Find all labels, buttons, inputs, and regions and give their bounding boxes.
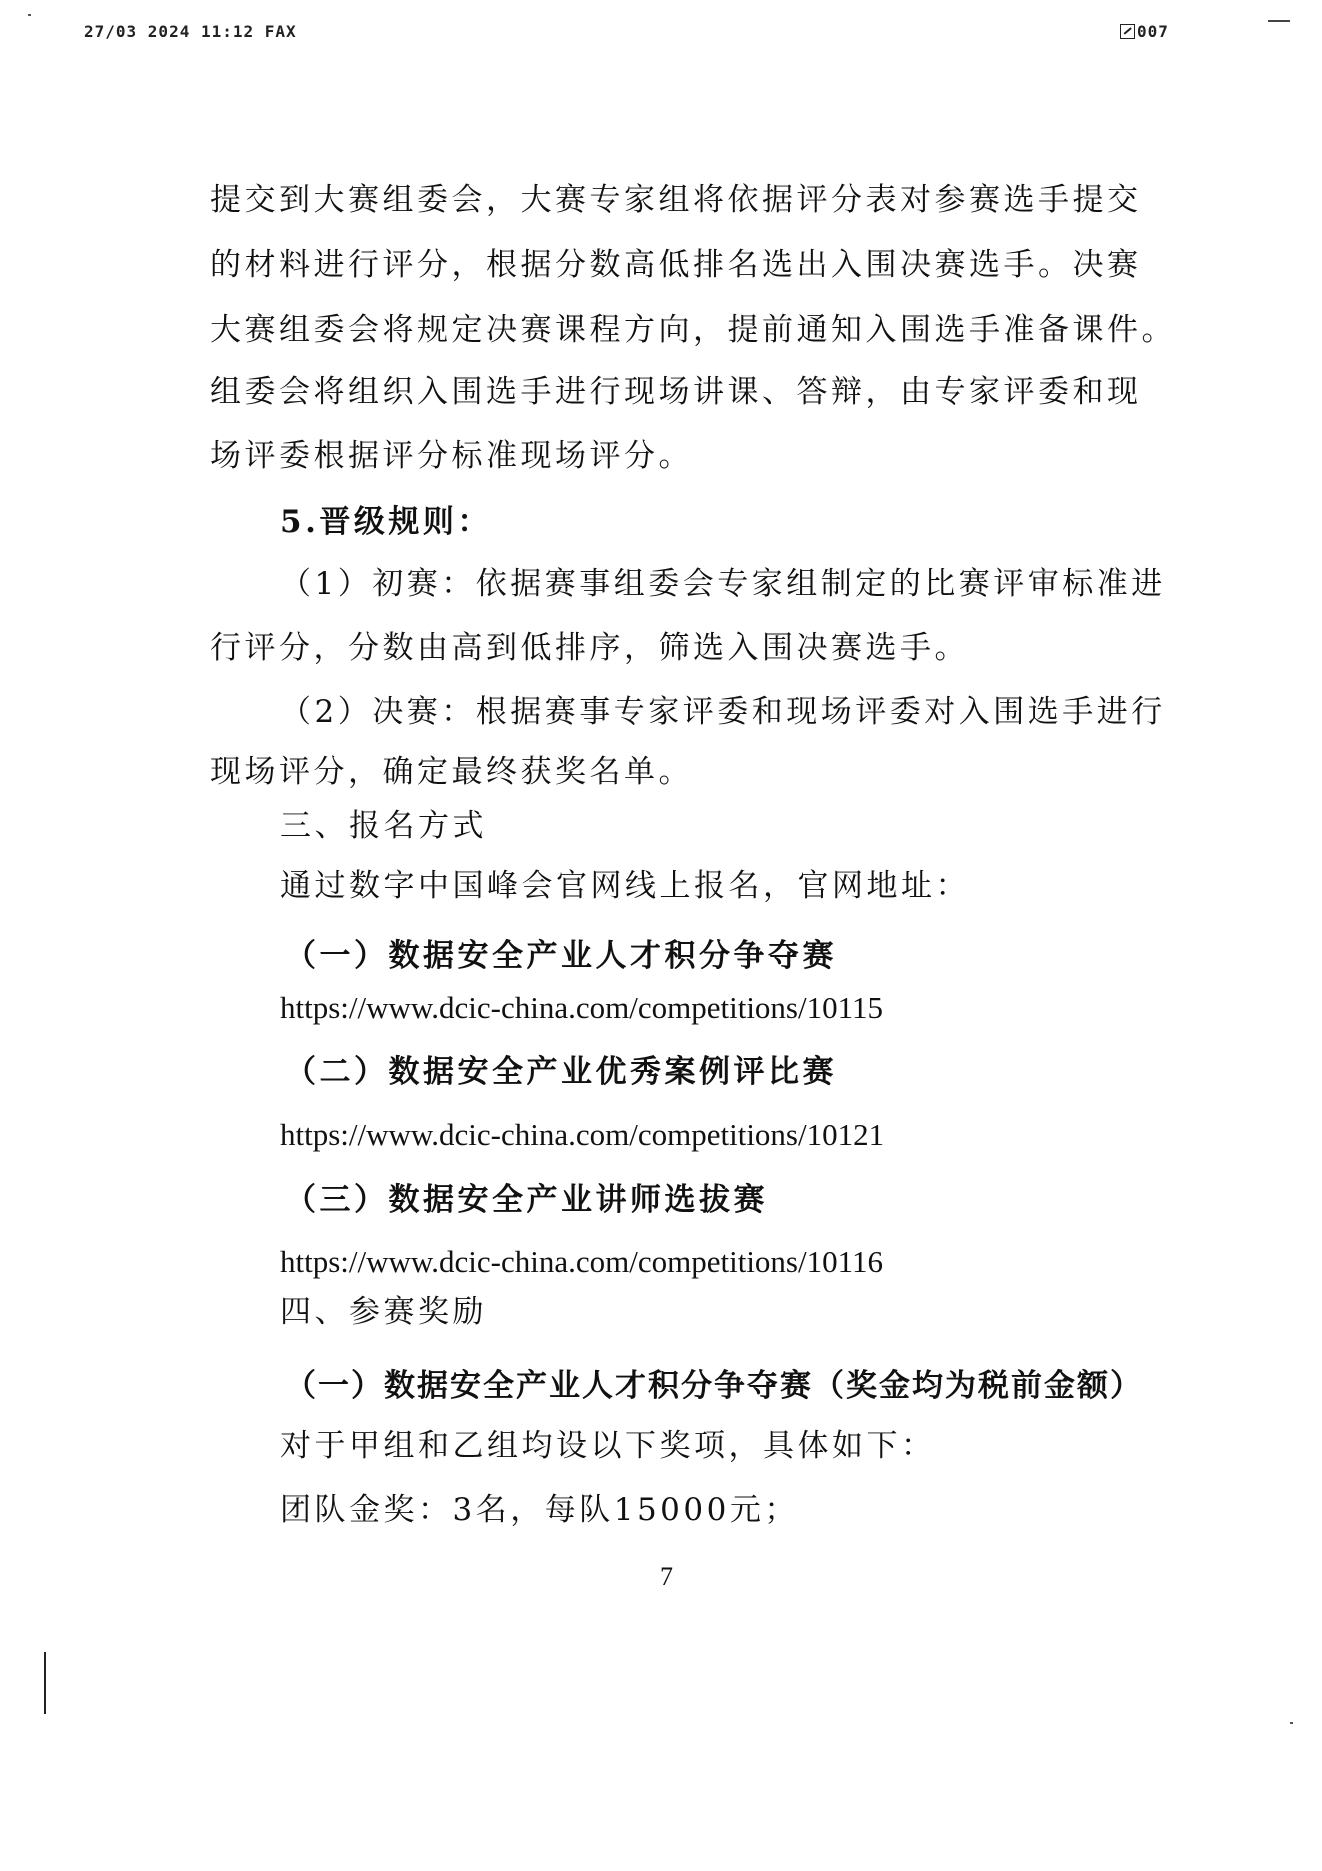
- comp3-url[interactable]: https://www.dcic-china.com/competitions/10116: [280, 1244, 883, 1279]
- body-line: 场评委根据评分标准现场评分。: [210, 438, 693, 474]
- margin-rule: [44, 1652, 46, 1714]
- fax-page-box-icon: [1120, 24, 1135, 39]
- comp2-title: （二）数据安全产业优秀案例评比赛: [285, 1054, 837, 1090]
- rule-preliminary-cont: 行评分，分数由高到低排序，筛选入围决赛选手。: [210, 630, 969, 666]
- scan-speck: [28, 14, 31, 16]
- awards-intro: 对于甲组和乙组均设以下奖项，具体如下：: [280, 1428, 936, 1464]
- comp1-url[interactable]: https://www.dcic-china.com/competitions/10115: [280, 990, 883, 1025]
- fax-header-timestamp: 27/03 2024 11:12 FAX: [84, 22, 297, 41]
- rules-heading: 5.晋级规则：: [280, 504, 492, 540]
- body-line: 提交到大赛组委会，大赛专家组将依据评分表对参赛选手提交: [210, 182, 1142, 218]
- comp2-url[interactable]: https://www.dcic-china.com/competitions/10121: [280, 1117, 885, 1152]
- rule-final-cont: 现场评分，确定最终获奖名单。: [210, 754, 693, 790]
- page-number: 7: [660, 1562, 673, 1591]
- fax-page-number: 007: [1137, 22, 1169, 41]
- body-line: 大赛组委会将规定决赛课程方向，提前通知入围选手准备课件。: [210, 312, 1176, 348]
- rule-final: （2）决赛：根据赛事专家评委和现场评委对入围选手进行: [280, 694, 1166, 730]
- awards1-title: （一）数据安全产业人才积分争夺赛（奖金均为税前金额）: [285, 1368, 1143, 1404]
- comp3-title: （三）数据安全产业讲师选拔赛: [285, 1182, 768, 1218]
- signup-heading: 三、报名方式: [280, 808, 487, 844]
- body-line: 组委会将组织入围选手进行现场讲课、答辩，由专家评委和现: [210, 374, 1142, 410]
- fax-header-page: [1120, 22, 1169, 41]
- signup-text: 通过数字中国峰会官网线上报名，官网地址：: [280, 868, 970, 904]
- rule-preliminary: （1）初赛：依据赛事组委会专家组制定的比赛评审标准进: [280, 566, 1166, 602]
- comp1-title: （一）数据安全产业人才积分争夺赛: [285, 938, 837, 974]
- award-gold: 团队金奖：3名，每队15000元；: [280, 1492, 799, 1528]
- body-line: 的材料进行评分，根据分数高低排名选出入围决赛选手。决赛: [210, 247, 1142, 283]
- scan-speck: [1290, 1722, 1293, 1724]
- awards-heading: 四、参赛奖励: [280, 1294, 487, 1330]
- corner-mark: [1268, 20, 1290, 22]
